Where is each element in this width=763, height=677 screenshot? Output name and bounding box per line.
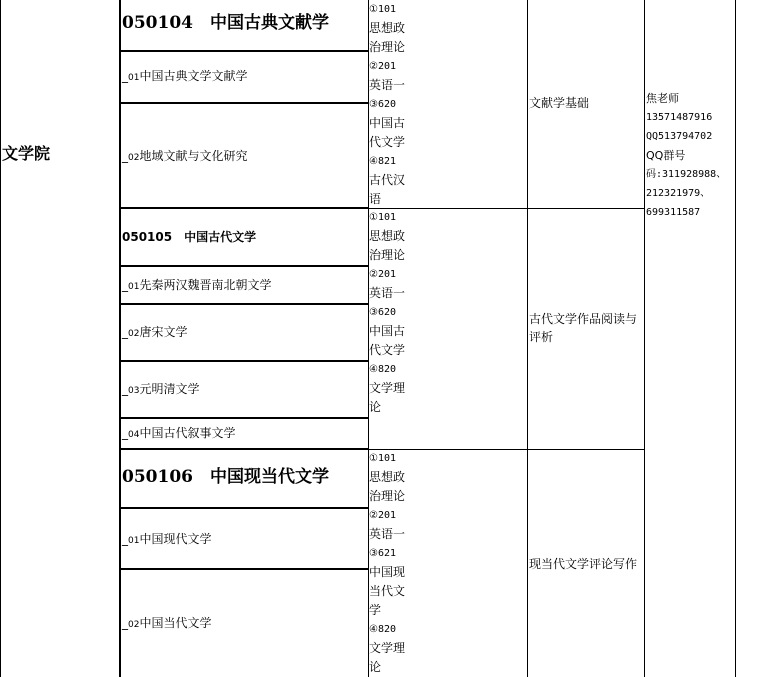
college-name: 文学院: [2, 144, 51, 163]
direction-name: 元明清文学: [139, 382, 200, 396]
exam-line: ②201: [369, 510, 397, 521]
exam-subjects: [369, 449, 405, 677]
direction-name: 地域文献与文化研究: [139, 149, 248, 163]
exam-line: 代文学: [369, 135, 406, 149]
exam-line: ④820: [369, 364, 397, 375]
section-line: [368, 449, 645, 450]
contact-name: 焦老师: [646, 92, 679, 105]
exam-line: 中国古: [369, 116, 406, 130]
contact-qq: QQ513794702: [646, 131, 713, 142]
exam-line: 英语一: [369, 527, 406, 541]
exam-line: ③620: [369, 99, 397, 110]
major-title: 050106 中国现当代文学: [122, 467, 329, 487]
contact-info: [646, 89, 726, 222]
direction-row: _02地域文献与文化研究: [122, 149, 248, 163]
exam-line: 论: [369, 400, 382, 414]
exam-line: 思想政: [369, 21, 406, 35]
reexam-subject: 现当代文学评论写作: [529, 557, 638, 571]
row-line: [120, 50, 369, 52]
direction-row: _01中国古典文学文献学: [122, 69, 248, 83]
direction-code: 01: [128, 282, 140, 292]
exam-line: 英语一: [369, 78, 406, 92]
direction-name: 中国古典文学文献学: [139, 69, 248, 83]
direction-code: 03: [128, 386, 140, 396]
row-line: [120, 568, 369, 570]
direction-name: 唐宋文学: [139, 325, 188, 339]
section-line: [120, 448, 369, 450]
contact-phone: 13571487916: [646, 112, 713, 123]
contact-group-label: QQ群号: [646, 149, 686, 162]
row-line: [120, 303, 369, 305]
exam-line: 中国现: [369, 565, 406, 579]
exam-line: 治理论: [369, 489, 406, 503]
contact-group-number: 699311587: [646, 207, 701, 218]
direction-code: 01: [128, 73, 140, 83]
direction-row: _01先秦两汉魏晋南北朝文学: [122, 278, 272, 292]
direction-row: _02唐宋文学: [122, 325, 188, 339]
reexam-subject: 古代文学作品阅读与: [529, 312, 638, 326]
direction-code: 01: [128, 536, 140, 546]
reexam-subject-line2: 评析: [529, 330, 554, 344]
direction-row: _01中国现代文学: [122, 532, 212, 546]
direction-name: 中国现代文学: [139, 532, 212, 546]
exam-line: ④821: [369, 156, 397, 167]
exam-line: ③620: [369, 307, 397, 318]
direction-row: _04中国古代叙事文学: [122, 426, 236, 440]
contact-group-number: 码:311928988、: [646, 169, 727, 180]
border-left: [0, 0, 1, 677]
exam-line: 中国古: [369, 324, 406, 338]
row-line: [120, 102, 369, 104]
row-line: [120, 507, 369, 509]
row-line: [120, 417, 369, 419]
border-exam-right: [527, 0, 528, 677]
direction-name: 中国古代叙事文学: [139, 426, 236, 440]
exam-line: ①101: [369, 212, 397, 223]
exam-line: 文学理: [369, 381, 406, 395]
direction-code: 04: [128, 430, 140, 440]
exam-line: ①101: [369, 453, 397, 464]
exam-line: 语: [369, 192, 382, 206]
row-line: [120, 360, 369, 362]
exam-line: ①101: [369, 4, 397, 15]
direction-code: 02: [128, 329, 140, 339]
exam-line: 治理论: [369, 40, 406, 54]
exam-line: 思想政: [369, 229, 406, 243]
exam-subjects: [369, 0, 405, 209]
direction-code: 02: [128, 620, 140, 630]
direction-code: 02: [128, 153, 140, 163]
exam-line: 思想政: [369, 470, 406, 484]
exam-line: ②201: [369, 269, 397, 280]
major-title: 050105 中国古代文学: [122, 230, 257, 244]
exam-line: 文学理: [369, 641, 406, 655]
exam-line: 代文学: [369, 343, 406, 357]
direction-name: 中国当代文学: [139, 616, 212, 630]
section-line: [120, 207, 369, 209]
exam-line: 学: [369, 603, 382, 617]
exam-line: 论: [369, 660, 382, 674]
exam-line: 英语一: [369, 286, 406, 300]
exam-line: 当代文: [369, 584, 406, 598]
section-line: [368, 208, 645, 209]
row-line: [120, 265, 369, 267]
direction-name: 先秦两汉魏晋南北朝文学: [139, 278, 272, 292]
exam-line: ④820: [369, 624, 397, 635]
exam-line: ②201: [369, 61, 397, 72]
exam-subjects: [369, 208, 405, 417]
direction-row: _03元明清文学: [122, 382, 200, 396]
border-reexam-right: [644, 0, 645, 677]
border-contact-right: [735, 0, 736, 677]
contact-group-number: 212321979、: [646, 188, 711, 199]
direction-row: _02中国当代文学: [122, 616, 212, 630]
exam-line: 治理论: [369, 248, 406, 262]
reexam-subject: 文献学基础: [529, 96, 590, 110]
exam-line: ③621: [369, 548, 397, 559]
major-title: 050104 中国古典文献学: [122, 13, 329, 33]
exam-line: 古代汉: [369, 173, 406, 187]
